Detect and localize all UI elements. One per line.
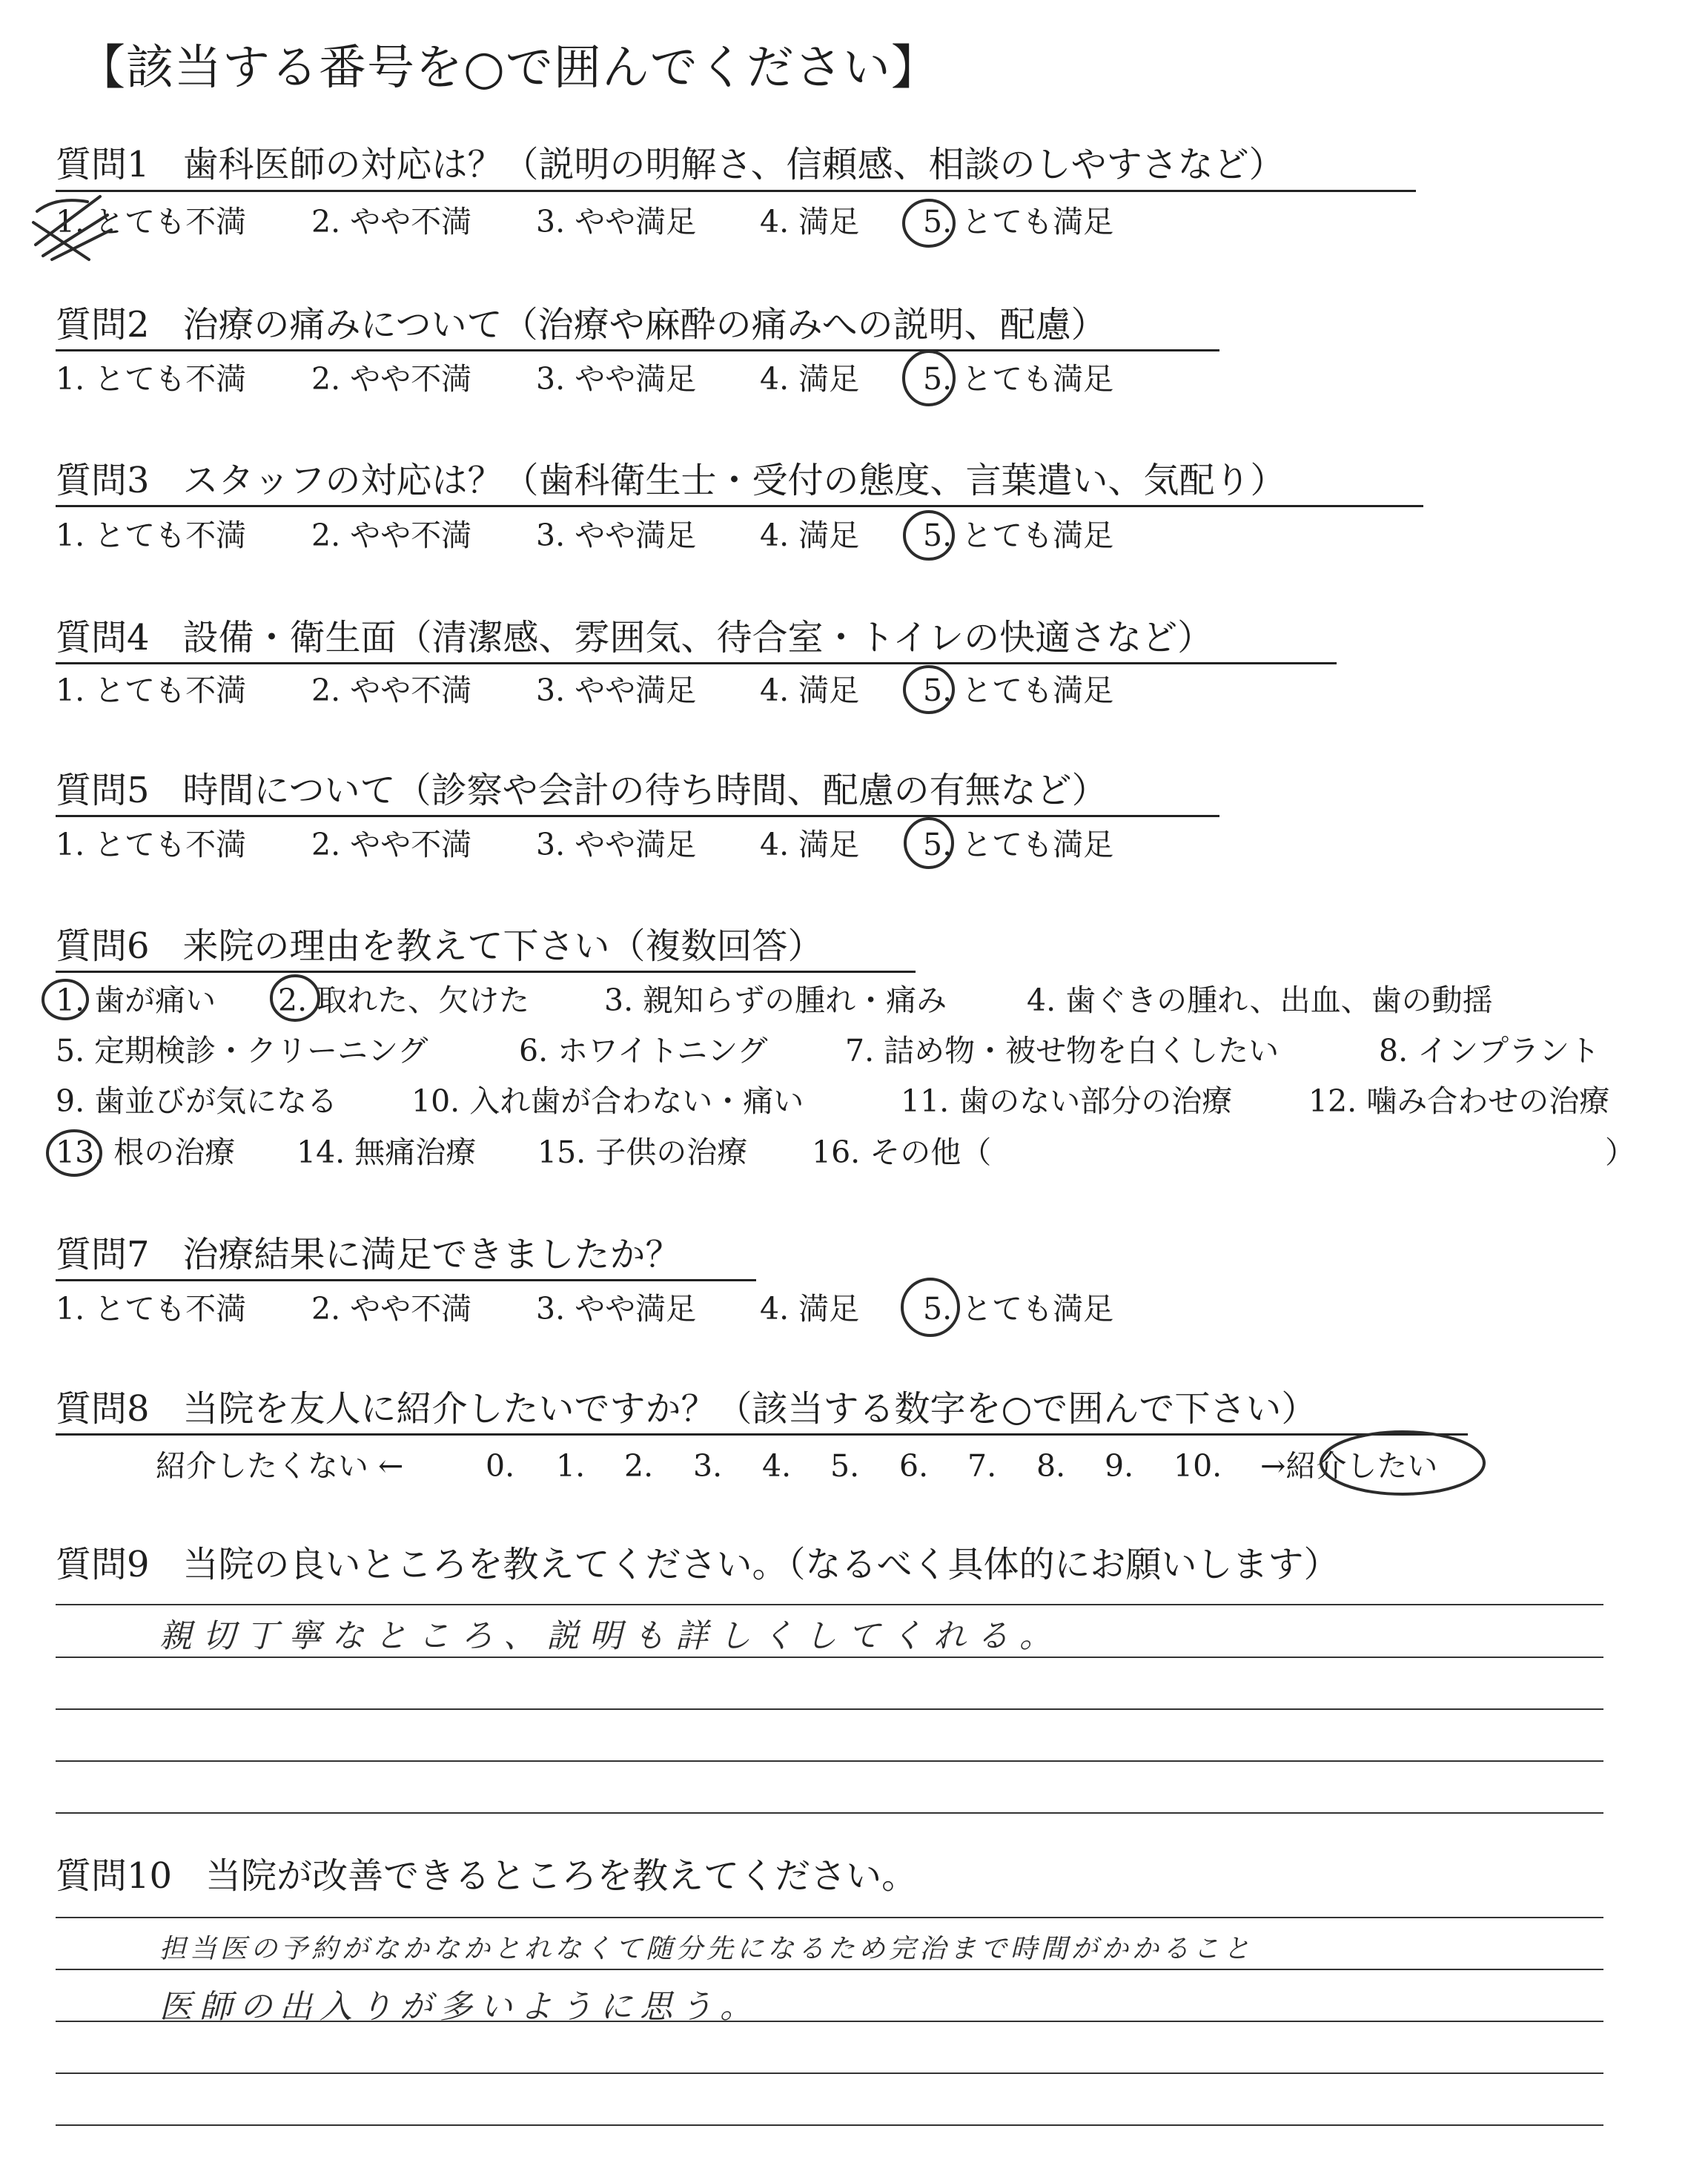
option-2[interactable]: 2. やや不満	[311, 673, 472, 708]
option-2[interactable]: 2. やや不満	[311, 827, 472, 862]
question-text: 来院の理由を教えて下さい（複数回答）	[182, 925, 824, 967]
scale-point-9[interactable]: 9.	[1105, 1448, 1134, 1484]
question-text: スタッフの対応は？（歯科衛生士・受付の態度、言葉遣い、気配り）	[182, 460, 1286, 501]
scale-point-7[interactable]: 7.	[967, 1448, 997, 1484]
reason-option[interactable]: 9. 歯並びが気になる	[56, 1083, 338, 1119]
option-4[interactable]: 4. 満足	[760, 518, 860, 553]
question-label: 質問9	[56, 1544, 150, 1585]
option-3[interactable]: 3. やや満足	[536, 518, 697, 553]
question-label: 質問6	[56, 925, 150, 967]
question-label: 質問2	[56, 304, 150, 346]
selection-circle	[902, 1279, 959, 1335]
scale-point-1[interactable]: 1.	[556, 1448, 586, 1484]
option-2[interactable]: 2. やや不満	[311, 204, 472, 240]
option-5[interactable]: 5. とても満足	[923, 204, 1114, 240]
handwritten-answer-10-line-1: 担当医の予約がなかなかとれなくて随分先になるため完治まで時間がかかること	[159, 1934, 1254, 1964]
reason-option[interactable]: 11. 歯のない部分の治療	[901, 1083, 1233, 1119]
scribble-mark	[33, 196, 111, 260]
handwritten-answer-9: 親切丁寧なところ、説明も詳しくしてくれる。	[159, 1617, 1062, 1655]
selection-circle	[904, 512, 953, 559]
reason-option[interactable]: 16. その他（	[812, 1135, 992, 1170]
option-4[interactable]: 4. 満足	[760, 1291, 860, 1327]
reason-option[interactable]: 6. ホワイトニング	[519, 1033, 768, 1069]
question-label: 質問7	[56, 1234, 150, 1275]
scale-point-8[interactable]: 8.	[1036, 1448, 1066, 1484]
option-2[interactable]: 2. やや不満	[311, 1291, 472, 1327]
reason-option[interactable]: 2. 取れた、欠けた	[278, 982, 530, 1018]
selection-circle	[904, 200, 954, 246]
option-4[interactable]: 4. 満足	[760, 361, 860, 397]
reason-option[interactable]: 8. インプラント	[1379, 1033, 1601, 1069]
option-3[interactable]: 3. やや満足	[536, 1291, 697, 1327]
question-text: 設備・衛生面（清潔感、雰囲気、待合室・トイレの快適さなど）	[182, 617, 1214, 658]
reason-option[interactable]: 1. 歯が痛い	[56, 982, 216, 1018]
question-text: 当院の良いところを教えてください。（なるべく具体的にお願いします）	[182, 1544, 1340, 1585]
selection-circle	[271, 976, 319, 1020]
selection-circle	[1321, 1432, 1484, 1494]
option-2[interactable]: 2. やや不満	[311, 361, 472, 397]
handwritten-answer-10-line-2: 医師の出入りが多いように思う。	[159, 1988, 760, 2026]
scale-right-label[interactable]: →紹介したい	[1260, 1448, 1438, 1484]
question-text: 当院が改善できるところを教えてください。	[205, 1855, 918, 1897]
option-3[interactable]: 3. やや満足	[536, 361, 697, 397]
reason-option[interactable]: 3. 親知らずの腫れ・痛み	[604, 982, 947, 1018]
reason-option[interactable]: 15. 子供の治療	[537, 1135, 748, 1170]
selection-circle	[904, 667, 953, 713]
option-4[interactable]: 4. 満足	[760, 673, 860, 708]
option-1[interactable]: 1. とても不満	[56, 204, 247, 240]
selection-circle	[47, 1131, 101, 1175]
page-title: 【該当する番号を○で囲んでください】	[78, 41, 939, 96]
reason-option[interactable]: 13. 根の治療	[56, 1135, 236, 1170]
option-5[interactable]: 5. とても満足	[923, 518, 1114, 553]
question-label: 質問3	[56, 460, 150, 501]
question-label: 質問8	[56, 1388, 150, 1430]
reason-option[interactable]: 4. 歯ぐきの腫れ、出血、歯の動揺	[1027, 982, 1493, 1018]
question-text: 時間について（診察や会計の待ち時間、配慮の有無など）	[182, 770, 1108, 811]
question-text: 歯科医師の対応は？（説明の明解さ、信頼感、相談のしやすさなど）	[182, 144, 1285, 185]
option-5[interactable]: 5. とても満足	[923, 827, 1114, 862]
scale-point-2[interactable]: 2.	[624, 1448, 654, 1484]
option-5[interactable]: 5. とても満足	[923, 361, 1114, 397]
option-3[interactable]: 3. やや満足	[536, 204, 697, 240]
option-5[interactable]: 5. とても満足	[923, 1291, 1114, 1327]
other-close-paren: ）	[1605, 1135, 1635, 1170]
question-label: 質問10	[56, 1855, 173, 1897]
option-1[interactable]: 1. とても不満	[56, 827, 247, 862]
option-1[interactable]: 1. とても不満	[56, 361, 247, 397]
option-4[interactable]: 4. 満足	[760, 204, 860, 240]
scale-point-0[interactable]: 0.	[486, 1448, 515, 1484]
option-4[interactable]: 4. 満足	[760, 827, 860, 862]
selection-circle	[905, 819, 953, 868]
scale-point-10[interactable]: 10.	[1174, 1448, 1222, 1484]
option-1[interactable]: 1. とても不満	[56, 518, 247, 553]
scale-point-4[interactable]: 4.	[762, 1448, 792, 1484]
reason-option[interactable]: 5. 定期検診・クリーニング	[56, 1033, 428, 1069]
question-label: 質問5	[56, 770, 150, 811]
question-label: 質問1	[56, 144, 150, 185]
scale-point-6[interactable]: 6.	[899, 1448, 929, 1484]
selection-circle	[43, 980, 87, 1019]
scale-left-label: 紹介したくない ←	[156, 1448, 404, 1484]
reason-option[interactable]: 10. 入れ歯が合わない・痛い	[411, 1083, 804, 1119]
scale-point-3[interactable]: 3.	[693, 1448, 723, 1484]
option-1[interactable]: 1. とても不満	[56, 673, 247, 708]
question-text: 治療結果に満足できましたか？	[182, 1234, 681, 1275]
question-text: 当院を友人に紹介したいですか？（該当する数字を○で囲んで下さい）	[182, 1388, 1317, 1430]
option-1[interactable]: 1. とても不満	[56, 1291, 247, 1327]
selection-circle	[904, 351, 954, 405]
reason-option[interactable]: 12. 噛み合わせの治療	[1308, 1083, 1610, 1119]
option-2[interactable]: 2. やや不満	[311, 518, 472, 553]
reason-option[interactable]: 14. 無痛治療	[297, 1135, 477, 1170]
question-text: 治療の痛みについて（治療や麻酔の痛みへの説明、配慮）	[182, 304, 1107, 346]
question-label: 質問4	[56, 617, 150, 658]
scale-point-5[interactable]: 5.	[830, 1448, 860, 1484]
option-3[interactable]: 3. やや満足	[536, 673, 697, 708]
option-3[interactable]: 3. やや満足	[536, 827, 697, 862]
reason-option[interactable]: 7. 詰め物・被せ物を白くしたい	[845, 1033, 1280, 1069]
option-5[interactable]: 5. とても満足	[923, 673, 1114, 708]
